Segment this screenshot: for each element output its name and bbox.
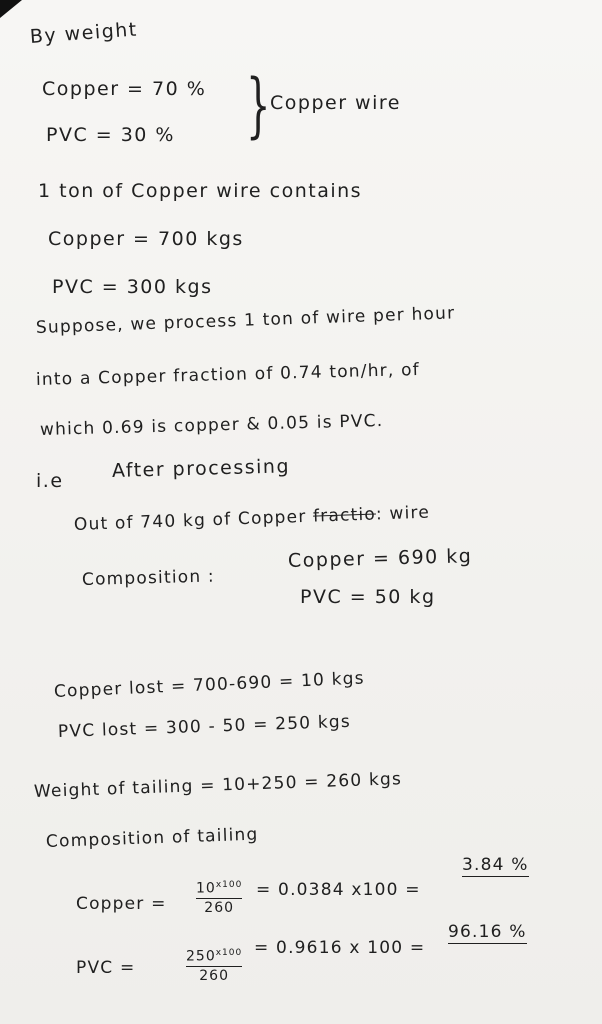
composition-label: Composition : xyxy=(81,566,216,590)
tail-pvc-result: 96.16 % xyxy=(448,922,527,942)
tail-pvc-denominator: 260 xyxy=(199,967,229,984)
out-of-line xyxy=(74,503,431,535)
suppose-line-3: which 0.69 is copper & 0.05 is PVC. xyxy=(39,411,384,440)
tailing-composition: Composition of tailing xyxy=(45,824,259,852)
tail-copper-fraction xyxy=(196,880,242,916)
tail-copper-numerator: $10^{x100}$ xyxy=(196,880,243,897)
ton-line: 1 ton of Copper wire contains xyxy=(38,180,363,202)
pvc-kg: PVC = 300 kgs xyxy=(52,276,213,298)
copper-kg: Copper = 700 kgs xyxy=(48,228,244,250)
tail-copper-result: 3.84 % xyxy=(462,855,529,875)
brace-label: Copper wire xyxy=(270,92,401,114)
copper-lost: Copper lost = 700-690 = 10 kgs xyxy=(53,668,366,702)
page-corner-shadow xyxy=(0,0,22,18)
tail-copper-calc: = 0.0384 x100 = xyxy=(256,880,421,900)
out-of-text: Out of 740 kg of Copper xyxy=(73,506,307,535)
tail-pvc-fraction xyxy=(186,948,242,984)
tail-pvc-numerator: $250^{x100}$ xyxy=(186,948,243,965)
pvc-percent: PVC = 30 % xyxy=(46,124,175,146)
tailing-weight: Weight of tailing = 10+250 = 260 kgs xyxy=(33,769,403,802)
fraction-bar xyxy=(196,898,242,899)
out-of-end: : wire xyxy=(375,502,431,525)
copper-percent: Copper = 70 % xyxy=(42,78,207,100)
suppose-line-1: Suppose, we process 1 ton of wire per hour xyxy=(35,303,456,338)
ie-label: i.e xyxy=(36,470,64,492)
composition-copper: Copper = 690 kg xyxy=(287,545,473,572)
brace-symbol: } xyxy=(246,64,271,146)
pvc-lost: PVC lost = 300 - 50 = 250 kgs xyxy=(57,711,352,742)
tail-copper-label: Copper = xyxy=(76,894,167,914)
fraction-bar xyxy=(186,966,242,967)
heading: By weight xyxy=(29,18,139,48)
tail-pvc-label: PVC = xyxy=(76,958,136,978)
composition-pvc: PVC = 50 kg xyxy=(300,586,436,608)
struck-word: fractio xyxy=(312,504,377,527)
after-processing: After processing xyxy=(111,455,291,482)
suppose-line-2: into a Copper fraction of 0.74 ton/hr, of xyxy=(35,359,421,390)
tail-pvc-calc: = 0.9616 x 100 = xyxy=(254,938,426,958)
tail-copper-denominator: 260 xyxy=(204,899,235,916)
